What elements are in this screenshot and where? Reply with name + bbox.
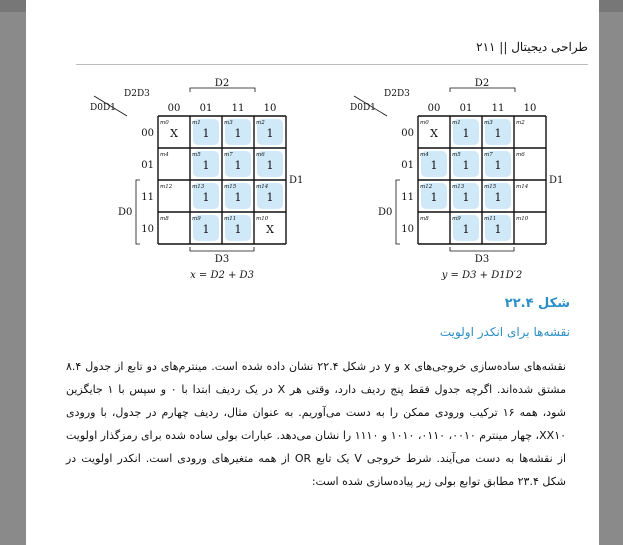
kmap-cell — [190, 212, 222, 244]
kmap-cell — [482, 212, 514, 244]
kmap-minterm: m1 — [452, 120, 461, 126]
kmap-minterm: m9 — [192, 216, 201, 222]
kmap-row-label: 10 — [401, 224, 414, 235]
kmap-minterm: m11 — [224, 216, 237, 222]
document-page — [26, 0, 599, 545]
kmap-cell — [222, 116, 254, 148]
kmap-cell — [222, 148, 254, 180]
kmap-cell-value: 1 — [202, 191, 210, 204]
kmap-row-label: 01 — [141, 160, 154, 171]
kmap-minterm: m5 — [452, 152, 461, 158]
kmap-cell — [190, 148, 222, 180]
kmap-minterm: m6 — [516, 152, 525, 158]
page-header: طراحی دیجیتال || ۲۱۱ — [476, 40, 588, 54]
kmap-minterm: m10 — [516, 216, 529, 222]
kmap-col-label: 10 — [523, 103, 537, 114]
kmap-minterm: m4 — [160, 152, 169, 158]
kmap-row-label: 00 — [141, 128, 154, 139]
kmap-cell-value: X — [430, 127, 438, 140]
kmap-bottom-brace — [190, 247, 254, 265]
kmap-cell — [482, 148, 514, 180]
kmap-top-brace — [190, 78, 255, 92]
kmap-cell-value: 1 — [202, 159, 210, 172]
kmap-cell — [450, 148, 482, 180]
kmap-col-label: 10 — [263, 103, 277, 114]
karnaugh-map-x — [82, 78, 304, 282]
kmap-minterm: m3 — [484, 120, 493, 126]
kmap-col-var: D2D3 — [124, 89, 150, 99]
kmap-cell — [418, 116, 450, 148]
kmap-label-bottom: D3 — [474, 254, 490, 265]
kmap-minterm: m7 — [224, 152, 233, 158]
kmap-cell — [514, 148, 546, 180]
kmap-cell-value: 1 — [266, 159, 274, 172]
kmap-col-label: 11 — [231, 103, 245, 114]
body-text — [66, 355, 566, 493]
kmap-minterm: m8 — [420, 216, 429, 222]
kmap-cell — [450, 212, 482, 244]
kmap-cell-value: 1 — [494, 191, 502, 204]
kmap-cell — [418, 180, 450, 212]
kmap-row-label: 00 — [401, 128, 414, 139]
kmap-col-var: D2D3 — [384, 89, 410, 99]
kmap-minterm: m12 — [420, 184, 433, 190]
kmap-label-left: D0 — [118, 207, 133, 218]
kmap-minterm: m6 — [256, 152, 265, 158]
kmap-minterm: m14 — [256, 184, 269, 190]
kmap-label-right: D1 — [289, 175, 304, 186]
kmap-row-var: D0D1 — [90, 103, 116, 113]
kmap-cell-value: X — [170, 127, 178, 140]
kmap-cell — [514, 116, 546, 148]
kmap-cell-value: 1 — [462, 223, 470, 236]
kmap-equation: x = D2 + D3 — [190, 270, 254, 281]
kmap-left-brace — [378, 180, 400, 244]
kmap-cell-value: 1 — [202, 223, 210, 236]
header-rule — [76, 64, 588, 65]
kmap-minterm: m0 — [160, 120, 169, 126]
kmap-cell — [254, 212, 286, 244]
kmap-cell — [482, 180, 514, 212]
kmap-row-label: 01 — [401, 160, 414, 171]
kmap-cell — [158, 180, 190, 212]
kmap-cell — [158, 148, 190, 180]
kmap-minterm: m11 — [484, 216, 497, 222]
kmap-col-label: 01 — [459, 103, 473, 114]
kmap-col-label: 00 — [167, 103, 181, 114]
kmap-minterm: m10 — [256, 216, 269, 222]
kmap-cell-value: 1 — [462, 159, 470, 172]
kmap-cell-value: 1 — [430, 159, 438, 172]
kmap-minterm: m4 — [420, 152, 429, 158]
kmap-col-label: 11 — [491, 103, 505, 114]
kmap-cell — [450, 180, 482, 212]
kmap-cell — [254, 148, 286, 180]
kmap-minterm: m9 — [452, 216, 461, 222]
kmap-corner — [90, 89, 150, 116]
kmap-cell — [190, 180, 222, 212]
kmap-minterm: m5 — [192, 152, 201, 158]
kmap-cell — [254, 116, 286, 148]
kmap-col-label: 01 — [199, 103, 213, 114]
kmap-minterm: m12 — [160, 184, 173, 190]
kmap-minterm: m3 — [224, 120, 233, 126]
figure-subtitle: نقشه‌ها برای انکدر اولویت — [439, 325, 570, 339]
kmap-minterm: m15 — [484, 184, 497, 190]
kmap-minterm: m0 — [420, 120, 429, 126]
kmap-minterm: m8 — [160, 216, 169, 222]
kmap-cell — [514, 180, 546, 212]
kmap-row-label: 11 — [401, 192, 414, 203]
kmap-top-brace — [450, 78, 515, 92]
kmap-cell-value: 1 — [266, 191, 274, 204]
kmap-equation: y = D3 + D1D′2 — [441, 270, 523, 281]
kmap-label-bottom: D3 — [214, 254, 230, 265]
kmap-row-label: 11 — [141, 192, 154, 203]
karnaugh-map-y — [342, 78, 564, 282]
kmap-cell — [158, 212, 190, 244]
kmap-cell — [482, 116, 514, 148]
kmap-col-label: 00 — [427, 103, 441, 114]
kmap-row-var: D0D1 — [350, 103, 376, 113]
kmap-minterm: m2 — [256, 120, 265, 126]
kmap-cell-value: 1 — [494, 127, 502, 140]
kmap-cell — [514, 212, 546, 244]
kmap-cell-value: 1 — [234, 223, 242, 236]
kmap-minterm: m13 — [192, 184, 205, 190]
kmap-cell-value: 1 — [494, 223, 502, 236]
figure-title: شکل ۲۲.۴ — [504, 296, 570, 311]
kmap-cell-value: 1 — [234, 127, 242, 140]
kmap-label-top: D2 — [474, 78, 490, 89]
kmap-cell — [158, 116, 190, 148]
kmap-cell-value: 1 — [234, 159, 242, 172]
body-paragraph: نقشه‌های ساده‌سازی خروجی‌های x و y در شکل ۲۲.۴ نشان داده شده است. مینترم‌های دو تابع از جدول ۸.۴ مشتق شده‌اند. اگرچه جدول فقط پنج ردیف دارد، وقتی هر X در یک ردیف ابتدا با ۰ و سپس با ۱ جایگزین شود، همه ۱۶ ترکیب ورودی ممکن را به دست می‌آوریم. به عنوان مثال، ردیف چهارم در جدول، با ورودی XX۱۰، چهار مینترم ۰۰۱۰، ۰۱۱۰، ۱۰۱۰ و ۱۱۱۰ را نشان می‌دهد. عبارات بولی ساده شده برای رمزگذار اولویت از نقشه‌ها به دست می‌آیند. شرط خروجی V یک تابع OR از همه متغیرهای ورودی است. انکدر اولویت در شکل ۲۳.۴ مطابق توابع بولی زیر پیاده‌سازی شده است: — [66, 360, 567, 488]
kmap-corner — [350, 89, 410, 116]
kmap-minterm: m7 — [484, 152, 493, 158]
kmap-cell-value: X — [266, 223, 274, 236]
kmap-cell — [254, 180, 286, 212]
kmap-cell-value: 1 — [234, 191, 242, 204]
kmap-cell-value: 1 — [202, 127, 210, 140]
kmap-cell — [222, 212, 254, 244]
kmap-minterm: m14 — [516, 184, 529, 190]
kmap-row-label: 10 — [141, 224, 154, 235]
kmap-cell — [418, 148, 450, 180]
kmap-cell — [222, 180, 254, 212]
kmap-minterm: m1 — [192, 120, 201, 126]
kmap-cell — [418, 212, 450, 244]
kmap-cell-value: 1 — [430, 191, 438, 204]
kmap-cell-value: 1 — [462, 127, 470, 140]
kmap-cell-value: 1 — [494, 159, 502, 172]
kmap-cell — [450, 116, 482, 148]
kmap-bottom-brace — [450, 247, 514, 265]
kmap-left-brace — [118, 180, 140, 244]
kmap-minterm: m13 — [452, 184, 465, 190]
kmap-cell-value: 1 — [266, 127, 274, 140]
kmap-label-left: D0 — [378, 207, 393, 218]
kmap-minterm: m2 — [516, 120, 525, 126]
kmap-cell-value: 1 — [462, 191, 470, 204]
kmap-label-top: D2 — [214, 78, 230, 89]
kmap-label-right: D1 — [549, 175, 564, 186]
kmap-cell — [190, 116, 222, 148]
kmap-minterm: m15 — [224, 184, 237, 190]
